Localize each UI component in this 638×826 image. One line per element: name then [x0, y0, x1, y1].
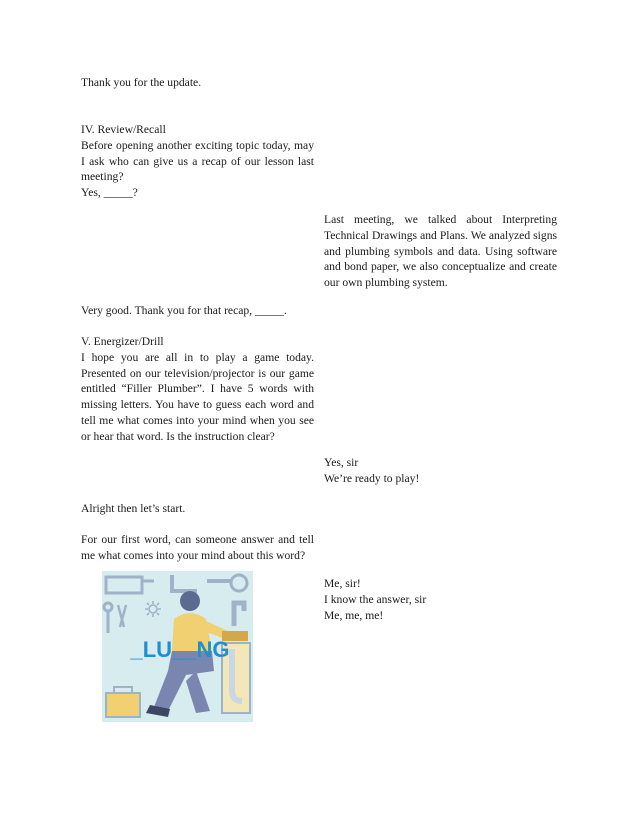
- student-recap: Last meeting, we talked about Interpreting Technical Drawings and Plans. We analyzed signs and plumbing symbols and data. Using software and bond paper, we also conceptualize and create our own plumbing system.: [324, 213, 557, 290]
- teacher-very-good: Very good. Thank you for that recap, _____.: [81, 304, 287, 317]
- review-prompt: Yes, _____?: [81, 186, 138, 200]
- student-answer-1: Me, sir!: [324, 577, 361, 590]
- student-ready-1: Yes, sir: [324, 456, 359, 469]
- energizer-heading: V. Energizer/Drill: [81, 335, 164, 348]
- filler-plumber-image: [102, 571, 253, 722]
- energizer-body: I hope you are all in to play a game today. Presented on our television/projector is our game entitled “Filler Plumber”. I have 5 words with missing letters. You have to guess each word and tell me what comes into your mind when you see or hear that word. Is the instruction clear?: [81, 350, 314, 443]
- student-ready-2: We’re ready to play!: [324, 471, 420, 485]
- student-answer-3: Me, me, me!: [324, 608, 384, 622]
- teacher-start: Alright then let’s start.: [81, 502, 186, 515]
- review-body: Before opening another exciting topic today, may I ask who can give us a recap of our lesson last meeting?: [81, 138, 314, 184]
- puzzle-word: _LU__NG: [130, 637, 230, 662]
- review-heading: IV. Review/Recall: [81, 123, 166, 136]
- teacher-thanks: Thank you for the update.: [81, 76, 202, 89]
- teacher-first-word: For our first word, can someone answer and tell me what comes into your mind about this word?: [81, 533, 314, 562]
- student-answer-2: I know the answer, sir: [324, 592, 427, 606]
- plumber-illustration: [102, 571, 253, 722]
